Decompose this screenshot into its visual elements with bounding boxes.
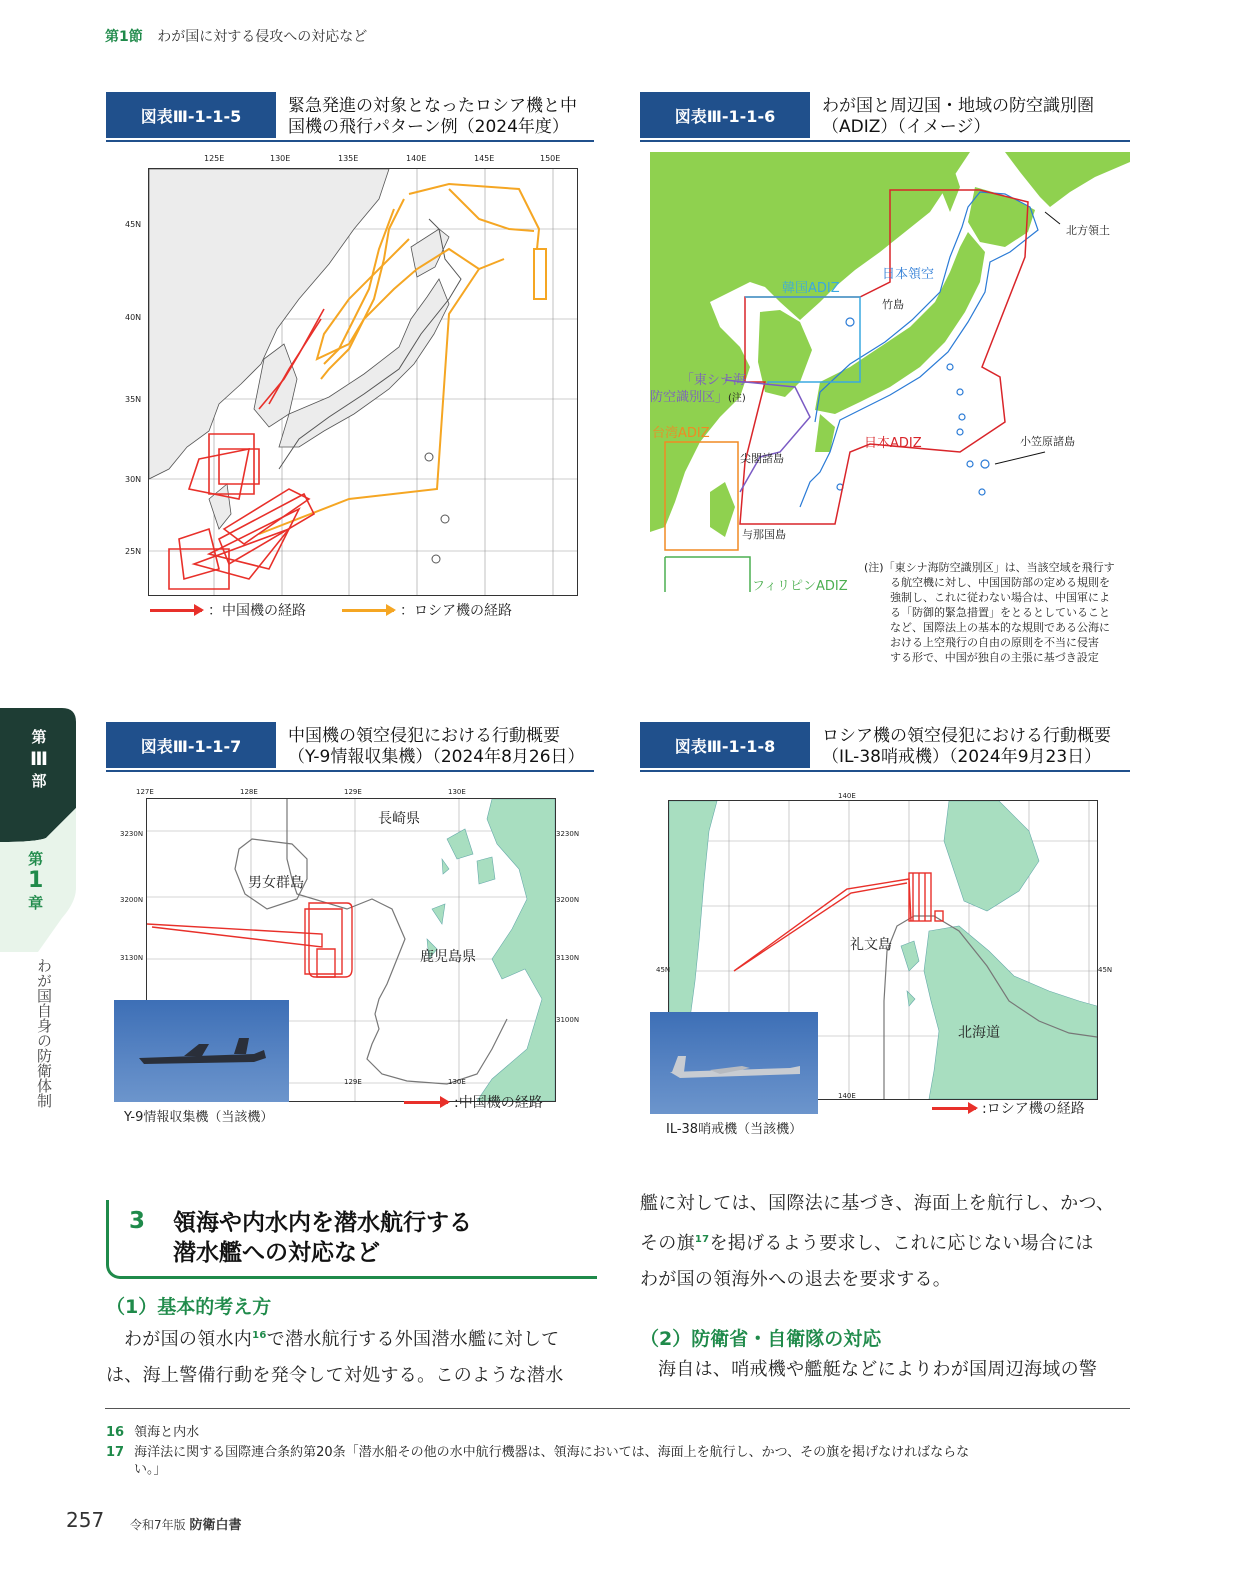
label-ecs-adiz xyxy=(650,372,746,407)
fig7-legend-label: :中国機の経路 xyxy=(454,1095,543,1111)
il38-caption: IL-38哨戒機（当該機） xyxy=(666,1122,803,1137)
section-header xyxy=(105,26,367,46)
label-korea-adiz: 韓国ADIZ xyxy=(782,281,840,296)
page-number: 257 xyxy=(66,1508,105,1532)
lon-label: 128E xyxy=(240,788,258,796)
lat-label: 35N xyxy=(125,395,142,404)
figure-title-8-line1: ロシア機の領空侵犯における行動概要 xyxy=(822,726,1111,746)
subheading-2: （2）防衛省・自衛隊の対応 xyxy=(640,1328,882,1350)
part-l3: 部 xyxy=(31,772,47,790)
p1-text-a: わが国の領水内 xyxy=(124,1329,253,1350)
lon-label: 129E xyxy=(344,788,362,796)
figure-title-5-line2: 国機の飛行パターン例（2024年度） xyxy=(288,117,569,137)
label-danjo: 男女群島 xyxy=(248,875,304,891)
paragraph-1 xyxy=(106,1318,596,1394)
lat-label: 40N xyxy=(125,313,142,322)
note-line: 強制し、これに従わない場合は、中国軍によ xyxy=(890,591,1110,604)
footnote-ref-17[interactable]: 17 xyxy=(694,1234,710,1245)
label-ecs-line1: 「東シナ海 xyxy=(680,373,746,388)
lon-label: 150E xyxy=(540,154,561,163)
note-line: る「防御的緊急措置」をとるとしていること xyxy=(890,606,1110,619)
label-taiwan-adiz: 台湾ADIZ xyxy=(652,426,710,441)
note-head: (注)「東シナ海防空識別区」は、当該空域を飛行す xyxy=(864,561,1115,574)
label-ecs-line2 xyxy=(650,389,746,407)
footnote-16 xyxy=(106,1424,199,1441)
label-ecs-note: (注) xyxy=(728,393,746,404)
fig7-china-route xyxy=(147,903,352,977)
figure-rule-8 xyxy=(640,770,1130,772)
section3-title-line2: 潜水艦への対応など xyxy=(173,1240,380,1266)
figure-title-7-line1: 中国機の領空侵犯における行動概要 xyxy=(288,726,560,746)
label-philippine-adiz: フィリピンADIZ xyxy=(752,579,848,594)
part-l1: 第 xyxy=(31,728,47,746)
book-name: 防衛白書 xyxy=(189,1518,242,1533)
figure-title-5-line1: 緊急発進の対象となったロシア機と中 xyxy=(288,96,577,116)
chap-l3: 章 xyxy=(28,894,44,912)
part-number xyxy=(30,726,48,792)
label-ecs-line2-text: 防空識別区」 xyxy=(650,390,729,405)
fig5-legend-china xyxy=(150,600,306,620)
section-number: 第1節 xyxy=(105,29,143,45)
lat-label: 3230N xyxy=(556,830,580,838)
lon-label: 145E xyxy=(474,154,495,163)
side-chapter-tab xyxy=(0,708,76,952)
lat-label: 45N xyxy=(125,220,142,229)
note-line: など、国際法上の基本的な規則である公海に xyxy=(890,621,1110,634)
lat-label: 3100N xyxy=(556,1016,580,1024)
fig6-note xyxy=(864,560,1132,665)
figure-title-6 xyxy=(822,96,1094,138)
paragraph-2 xyxy=(640,1186,1135,1298)
lat-label: 3200N xyxy=(120,896,144,904)
lon-label: 130E xyxy=(448,1078,466,1086)
part-l2: Ⅲ xyxy=(30,748,48,770)
label-hokkaido: 北海道 xyxy=(958,1025,1000,1041)
il38-aircraft-icon xyxy=(650,1012,818,1114)
paragraph-3: 海自は、哨戒機や艦艇などによりわが国周辺海域の警 xyxy=(658,1359,1098,1380)
chap-l2: 1 xyxy=(28,868,44,893)
lon-label: 130E xyxy=(270,154,291,163)
fig8-lat-left: 45N xyxy=(656,966,671,974)
p1-text-b: で潜水航行する外国潜水艦に対して xyxy=(266,1329,560,1350)
side-vertical-title: わが国自身の防衛体制 xyxy=(35,958,53,1108)
section3-title xyxy=(173,1208,472,1268)
figure-label-5: 図表Ⅲ-1-1-5 xyxy=(106,92,276,138)
footnote-text: 海洋法に関する国際連合条約第20条「潜水船その他の水中航行機器は、領海においては、海面上を航行し、かつ、その旗を掲げなければならな xyxy=(134,1445,970,1460)
section3-heading xyxy=(106,1200,597,1279)
lat-label: 3230N xyxy=(120,830,144,838)
label-japan-airspace: 日本領空 xyxy=(882,267,935,282)
footnote-number: 17 xyxy=(106,1445,125,1460)
figure-title-7 xyxy=(288,726,585,768)
label-japan-adiz: 日本ADIZ xyxy=(864,436,922,451)
fig8-legend-label: :ロシア機の経路 xyxy=(982,1101,1085,1117)
lon-label: 125E xyxy=(204,154,225,163)
figure-rule-5 xyxy=(106,140,594,142)
lat-label: 3200N xyxy=(556,896,580,904)
y9-aircraft-icon xyxy=(114,1000,289,1102)
chap-l1: 第 xyxy=(28,850,44,868)
figure-title-5 xyxy=(288,96,577,138)
footnote-17 xyxy=(106,1444,1136,1478)
figure-title-7-line2: （Y-9情報収集機）（2024年8月26日） xyxy=(288,747,585,767)
figure-label-6: 図表Ⅲ-1-1-6 xyxy=(640,92,810,138)
fig5-lon-labels xyxy=(118,154,578,168)
fig6-pointer-ogasawara xyxy=(995,452,1045,464)
red-arrow-icon xyxy=(404,1101,448,1104)
paragraph-2-line3: わが国の領海外への退去を要求する。 xyxy=(640,1269,952,1290)
p2-text-b: を掲げるよう要求し、これに応じない場合には xyxy=(709,1233,1094,1254)
lon-label: 135E xyxy=(338,154,359,163)
figure-rule-6 xyxy=(640,140,1130,142)
footnote-rule xyxy=(105,1408,1130,1409)
lon-label: 140E xyxy=(406,154,427,163)
paragraph-1-line2: は、海上警備行動を発令して対処する。このような潜水 xyxy=(106,1365,564,1386)
book-edition: 令和7年版 xyxy=(130,1518,186,1532)
p2-text-a: その旗 xyxy=(640,1233,695,1254)
figure-title-6-line1: わが国と周辺国・地域の防空識別圏 xyxy=(822,96,1094,116)
legend-china-label: ：中国機の経路 xyxy=(208,603,306,619)
y9-photo xyxy=(114,1000,289,1102)
label-yonaguni: 与那国島 xyxy=(742,528,786,541)
legend-russia-label: ：ロシア機の経路 xyxy=(400,603,512,619)
section3-title-line1: 領海や内水内を潜水航行する xyxy=(173,1210,472,1236)
il38-photo xyxy=(650,1012,818,1114)
footnote-text-cont: い。」 xyxy=(134,1462,167,1477)
footnote-number: 16 xyxy=(106,1425,125,1440)
note-line: おける上空飛行の自由の原則を不当に侵害 xyxy=(890,636,1099,649)
figure-label-8: 図表Ⅲ-1-1-8 xyxy=(640,722,810,768)
fig8-legend xyxy=(932,1098,1085,1118)
fig8-lon-top: 140E xyxy=(838,792,856,800)
y9-caption: Y-9情報収集機（当該機） xyxy=(124,1110,274,1125)
label-nagasaki: 長崎県 xyxy=(378,811,420,827)
label-northern-territories: 北方領土 xyxy=(1066,224,1110,237)
fig5-legend-russia xyxy=(342,600,512,620)
lon-label: 127E xyxy=(136,788,154,796)
label-kagoshima: 鹿児島県 xyxy=(420,949,476,965)
section-title: わが国に対する侵攻への対応など xyxy=(157,29,368,45)
label-rebun: 礼文島 xyxy=(850,937,892,953)
fig5-map xyxy=(148,168,578,596)
fig8-lat-right: 45N xyxy=(1098,966,1113,974)
figure-label-7: 図表Ⅲ-1-1-7 xyxy=(106,722,276,768)
note-line: る航空機に対し、中国国防部の定める規則を xyxy=(890,576,1110,589)
lon-label: 130E xyxy=(448,788,466,796)
footnote-ref-16[interactable]: 16 xyxy=(252,1330,267,1341)
figure-rule-7 xyxy=(106,770,594,772)
figure-title-6-line2: （ADIZ）（イメージ） xyxy=(822,117,991,137)
lon-label: 129E xyxy=(344,1078,362,1086)
fig5-map-svg xyxy=(149,169,577,595)
book-title xyxy=(130,1514,241,1533)
lat-label: 3130N xyxy=(556,954,580,962)
red-arrow-icon xyxy=(932,1107,976,1110)
figure-title-8-line2: （IL-38哨戒機）（2024年9月23日） xyxy=(822,747,1102,767)
chapter-number xyxy=(28,848,43,914)
paragraph-2-line1: 艦に対しては、国際法に基づき、海面上を航行し、かつ、 xyxy=(640,1193,1115,1214)
label-takeshima: 竹島 xyxy=(882,298,904,311)
orange-arrow-icon xyxy=(342,609,394,612)
fig7-legend xyxy=(404,1092,543,1112)
figure-title-8 xyxy=(822,726,1111,768)
label-ogasawara: 小笠原諸島 xyxy=(1020,435,1075,448)
red-arrow-icon xyxy=(150,609,202,612)
section3-number: 3 xyxy=(129,1208,146,1234)
lat-label: 3130N xyxy=(120,954,144,962)
lat-label: 25N xyxy=(125,547,142,556)
note-line: する形で、中国が独自の主張に基づき設定 xyxy=(890,651,1099,664)
fig6-philippine-adiz xyxy=(665,557,750,592)
footnote-text: 領海と内水 xyxy=(134,1425,200,1440)
fig6-pointer-northern xyxy=(1045,212,1060,224)
subheading-1: （1）基本的考え方 xyxy=(106,1296,272,1318)
paragraph-2-line2 xyxy=(640,1222,1135,1262)
fig8-lon-bottom: 140E xyxy=(838,1092,856,1100)
paragraph-1-line1 xyxy=(106,1318,596,1358)
lat-label: 30N xyxy=(125,475,142,484)
label-senkaku: 尖閣諸島 xyxy=(740,452,784,465)
